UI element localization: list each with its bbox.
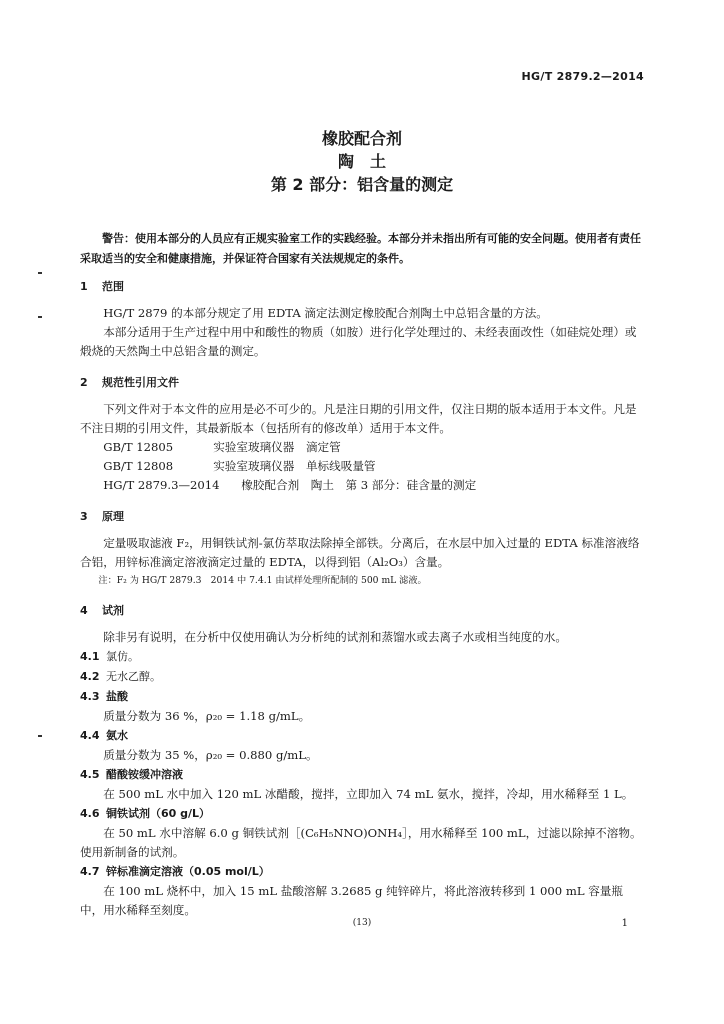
section-heading-3: 3 原理 [80, 510, 124, 523]
section-1-para-1: HG/T 2879 的本部分规定了用 EDTA 滴定法测定橡胶配合剂陶土中总铝含量的方法。 [103, 306, 548, 320]
section-heading-4: 4 试剂 [80, 604, 124, 617]
reagent-4-3-desc: 质量分数为 36 %，ρ₂₀ = 1.18 g/mL。 [103, 709, 311, 723]
reagent-item-4-3: 4.3 盐酸 [80, 690, 128, 703]
reagent-item-4-1: 4.1 氯仿。 [80, 650, 139, 663]
section-heading-2: 2 规范性引用文件 [80, 376, 179, 389]
section-3-note: 注：F₂ 为 HG/T 2879.3 2014 中 7.4.1 由试样处理所配制的 500 mL 滤液。 [98, 575, 427, 586]
reagent-4-4-desc: 质量分数为 35 %，ρ₂₀ = 0.880 g/mL。 [103, 748, 318, 762]
footer-page-number: 1 [621, 918, 628, 929]
reagent-item-4-5: 4.5 醋酸铵缓冲溶液 [80, 768, 183, 781]
reference-item: GB/T 12808 实验室玻璃仪器 单标线吸量管 [103, 459, 376, 473]
section-3-para-1: 定量吸取滤液 F₂，用铜铁试剂-氯仿萃取法除掉全部铁。分离后，在水层中加入过量的 EDTA 标准溶液络合铝，用锌标准滴定溶液滴定过量的 EDTA，以得到铝（Al₂O₃）含量。 [80, 536, 640, 569]
section-2-para-1: 下列文件对于本文件的应用是必不可少的。凡是注日期的引用文件，仅注日期的版本适用于本文件。凡是不注日期的引用文件，其最新版本（包括所有的修改单）适用于本文件。 [80, 402, 637, 435]
reagent-item-4-4: 4.4 氨水 [80, 729, 128, 742]
title-line-2: 陶 土 [337, 152, 386, 171]
title-line-3: 第 2 部分：铝含量的测定 [270, 175, 454, 194]
section-4-para-1: 除非另有说明，在分析中仅使用确认为分析纯的试剂和蒸馏水或去离子水或相当纯度的水。 [103, 630, 567, 644]
section-1-para-2: 本部分适用于生产过程中用中和酸性的物质（如胺）进行化学处理过的、未经表面改性（如硅烷处理）或煅烧的天然陶土中总铝含量的测定。 [80, 325, 637, 358]
reagent-item-4-2: 4.2 无水乙醇。 [80, 670, 161, 683]
reagent-item-4-7: 4.7 锌标准滴定溶液（0.05 mol/L） [80, 865, 270, 878]
title-line-1: 橡胶配合剂 [321, 129, 402, 148]
safety-warning: 警告：使用本部分的人员应有正规实验室工作的实践经验。本部分并未指出所有可能的安全问题。使用者有责任采取适当的安全和健康措施，并保证符合国家有关法规规定的条件。 [80, 232, 641, 265]
section-heading-1: 1 范围 [80, 280, 124, 293]
reference-item: HG/T 2879.3—2014 橡胶配合剂 陶土 第 3 部分：硅含量的测定 [103, 478, 477, 492]
document-body [80, 229, 643, 920]
margin-mark [38, 316, 42, 318]
reagent-4-6-desc: 在 50 mL 水中溶解 6.0 g 铜铁试剂［(C₆H₅NNO)ONH₄］，用水稀释至 100 mL，过滤以除掉不溶物。使用新制备的试剂。 [80, 826, 642, 859]
footer-page-label: (13) [352, 918, 372, 928]
reagent-item-4-6: 4.6 铜铁试剂（60 g/L） [80, 807, 211, 820]
standard-code: HG/T 2879.2—2014 [521, 70, 644, 83]
margin-mark [38, 735, 42, 737]
margin-mark [38, 272, 42, 274]
document-title-block [0, 128, 724, 196]
reference-item: GB/T 12805 实验室玻璃仪器 滴定管 [103, 440, 341, 454]
reagent-4-7-desc: 在 100 mL 烧杯中，加入 15 mL 盐酸溶解 3.2685 g 纯锌碎片，将此溶液转移到 1 000 mL 容量瓶中，用水稀释至刻度。 [80, 884, 623, 917]
reagent-4-5-desc: 在 500 mL 水中加入 120 mL 冰醋酸，搅拌，立即加入 74 mL 氨水，搅拌，冷却，用水稀释至 1 L。 [103, 787, 634, 801]
